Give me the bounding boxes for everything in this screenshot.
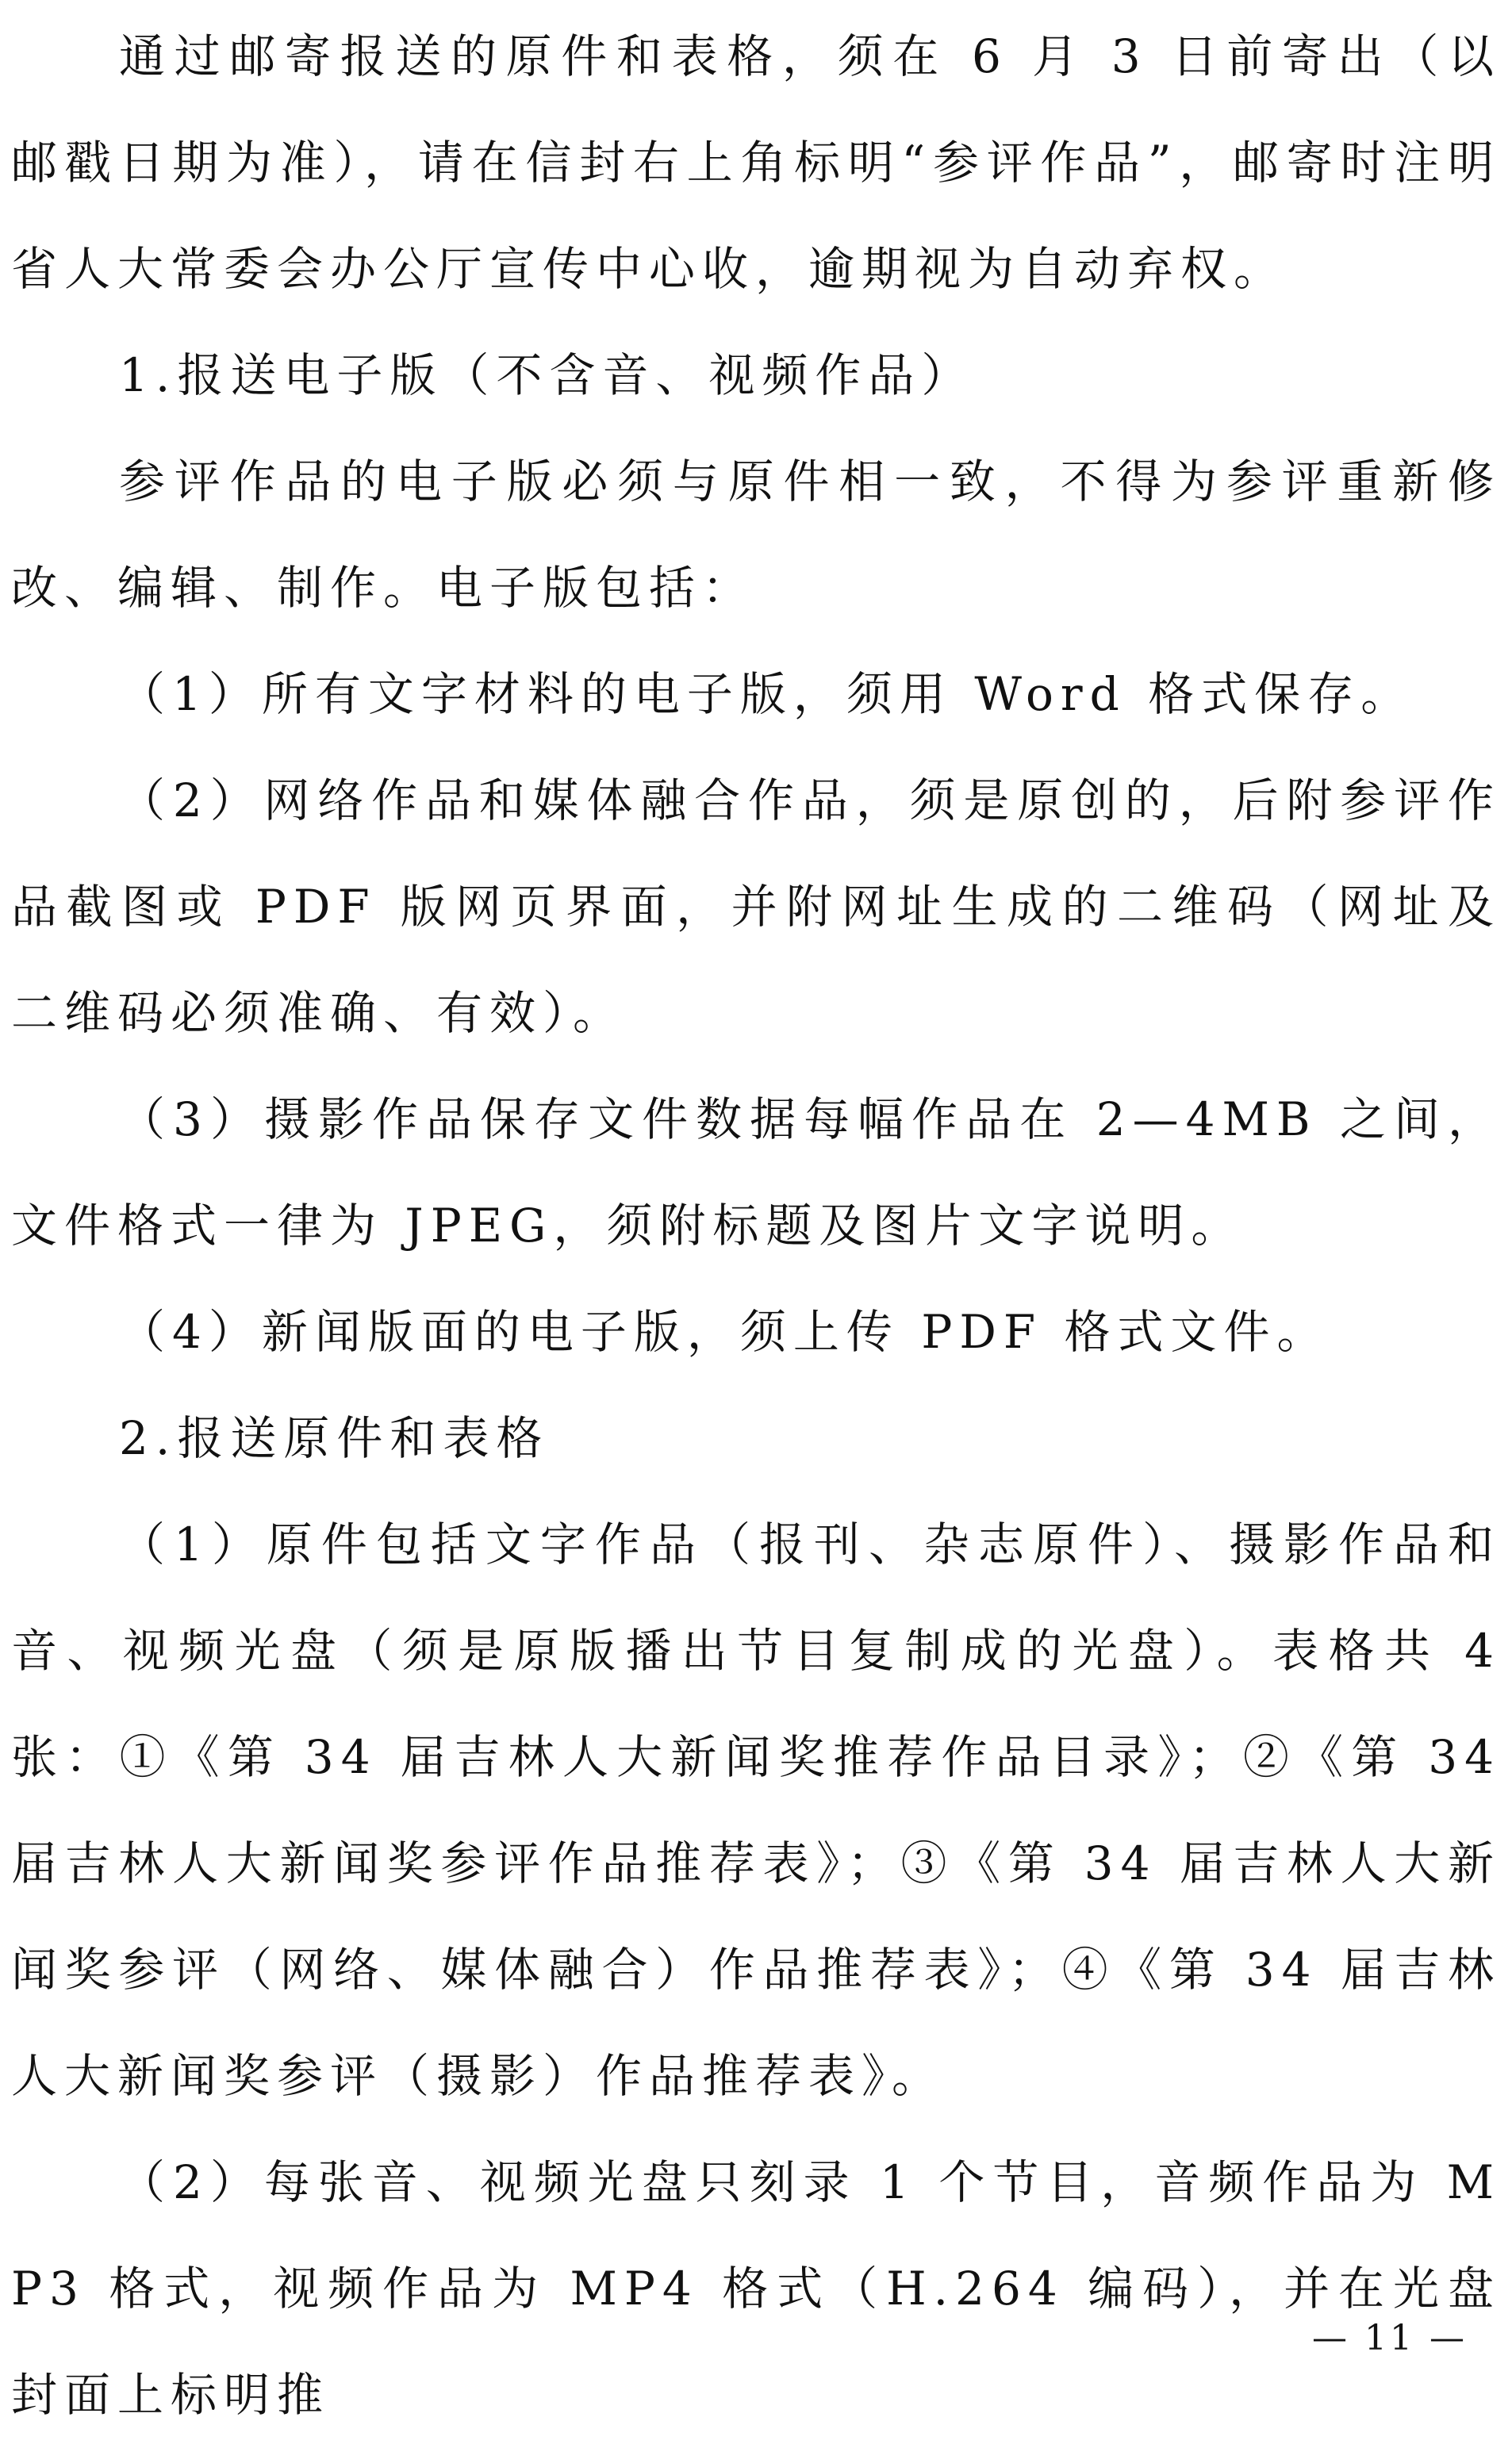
paragraph-mailing-deadline: 通过邮寄报送的原件和表格，须在 6 月 3 日前寄出（以邮戳日期为准），请在信封右上角标明“参评作品”，邮寄时注明省人大常委会办公厅宣传中心收，逾期视为自动弃权。 [11,29,1501,296]
heading-electronic-version: 1.报送电子版（不含音、视频作品） [119,348,975,402]
list-item-news-layout: （4）新闻版面的电子版，须上传 PDF 格式文件。 [119,1305,1330,1359]
page-number: — 11 — [1312,2318,1468,2358]
list-item-word-format: （1）所有文字材料的电子版，须用 Word 格式保存。 [119,667,1414,721]
document-page [11,3,1501,2448]
list-item-network-works: （2）网络作品和媒体融合作品，须是原创的，后附参评作品截图或 PDF 版网页界面，并附网址生成的二维码（网址及二维码必须准确、有效）。 [11,773,1501,1040]
heading-originals-and-forms: 2.报送原件和表格 [119,1411,550,1465]
paragraph-electronic-requirements: 参评作品的电子版必须与原件相一致，不得为参评重新修改、编辑、制作。电子版包括： [11,455,1501,615]
list-item-originals: （1）原件包括文字作品（报刊、杂志原件）、摄影作品和音、视频光盘（须是原版播出节目复制成的光盘）。表格共 4 张：①《第 34 届吉林人大新闻奖推荐作品目录》；②《第 34 届吉林人大新闻奖参评作品推荐表》；③《第 34 届吉林人大新闻奖参评（网络、媒体融合）作品推荐表》；④《第 34 届吉林人大新闻奖参评（摄影）作品推荐表》。 [11,1518,1501,2103]
list-item-photo-works: （3）摄影作品保存文件数据每幅作品在 2—4MB 之间，文件格式一律为 JPEG，须附标题及图片文字说明。 [11,1092,1501,1253]
list-item-discs: （2）每张音、视频光盘只刻录 1 个节目，音频作品为 MP3 格式，视频作品为 MP4 格式（H.264 编码），并在光盘封面上标明推 [11,2155,1501,2422]
